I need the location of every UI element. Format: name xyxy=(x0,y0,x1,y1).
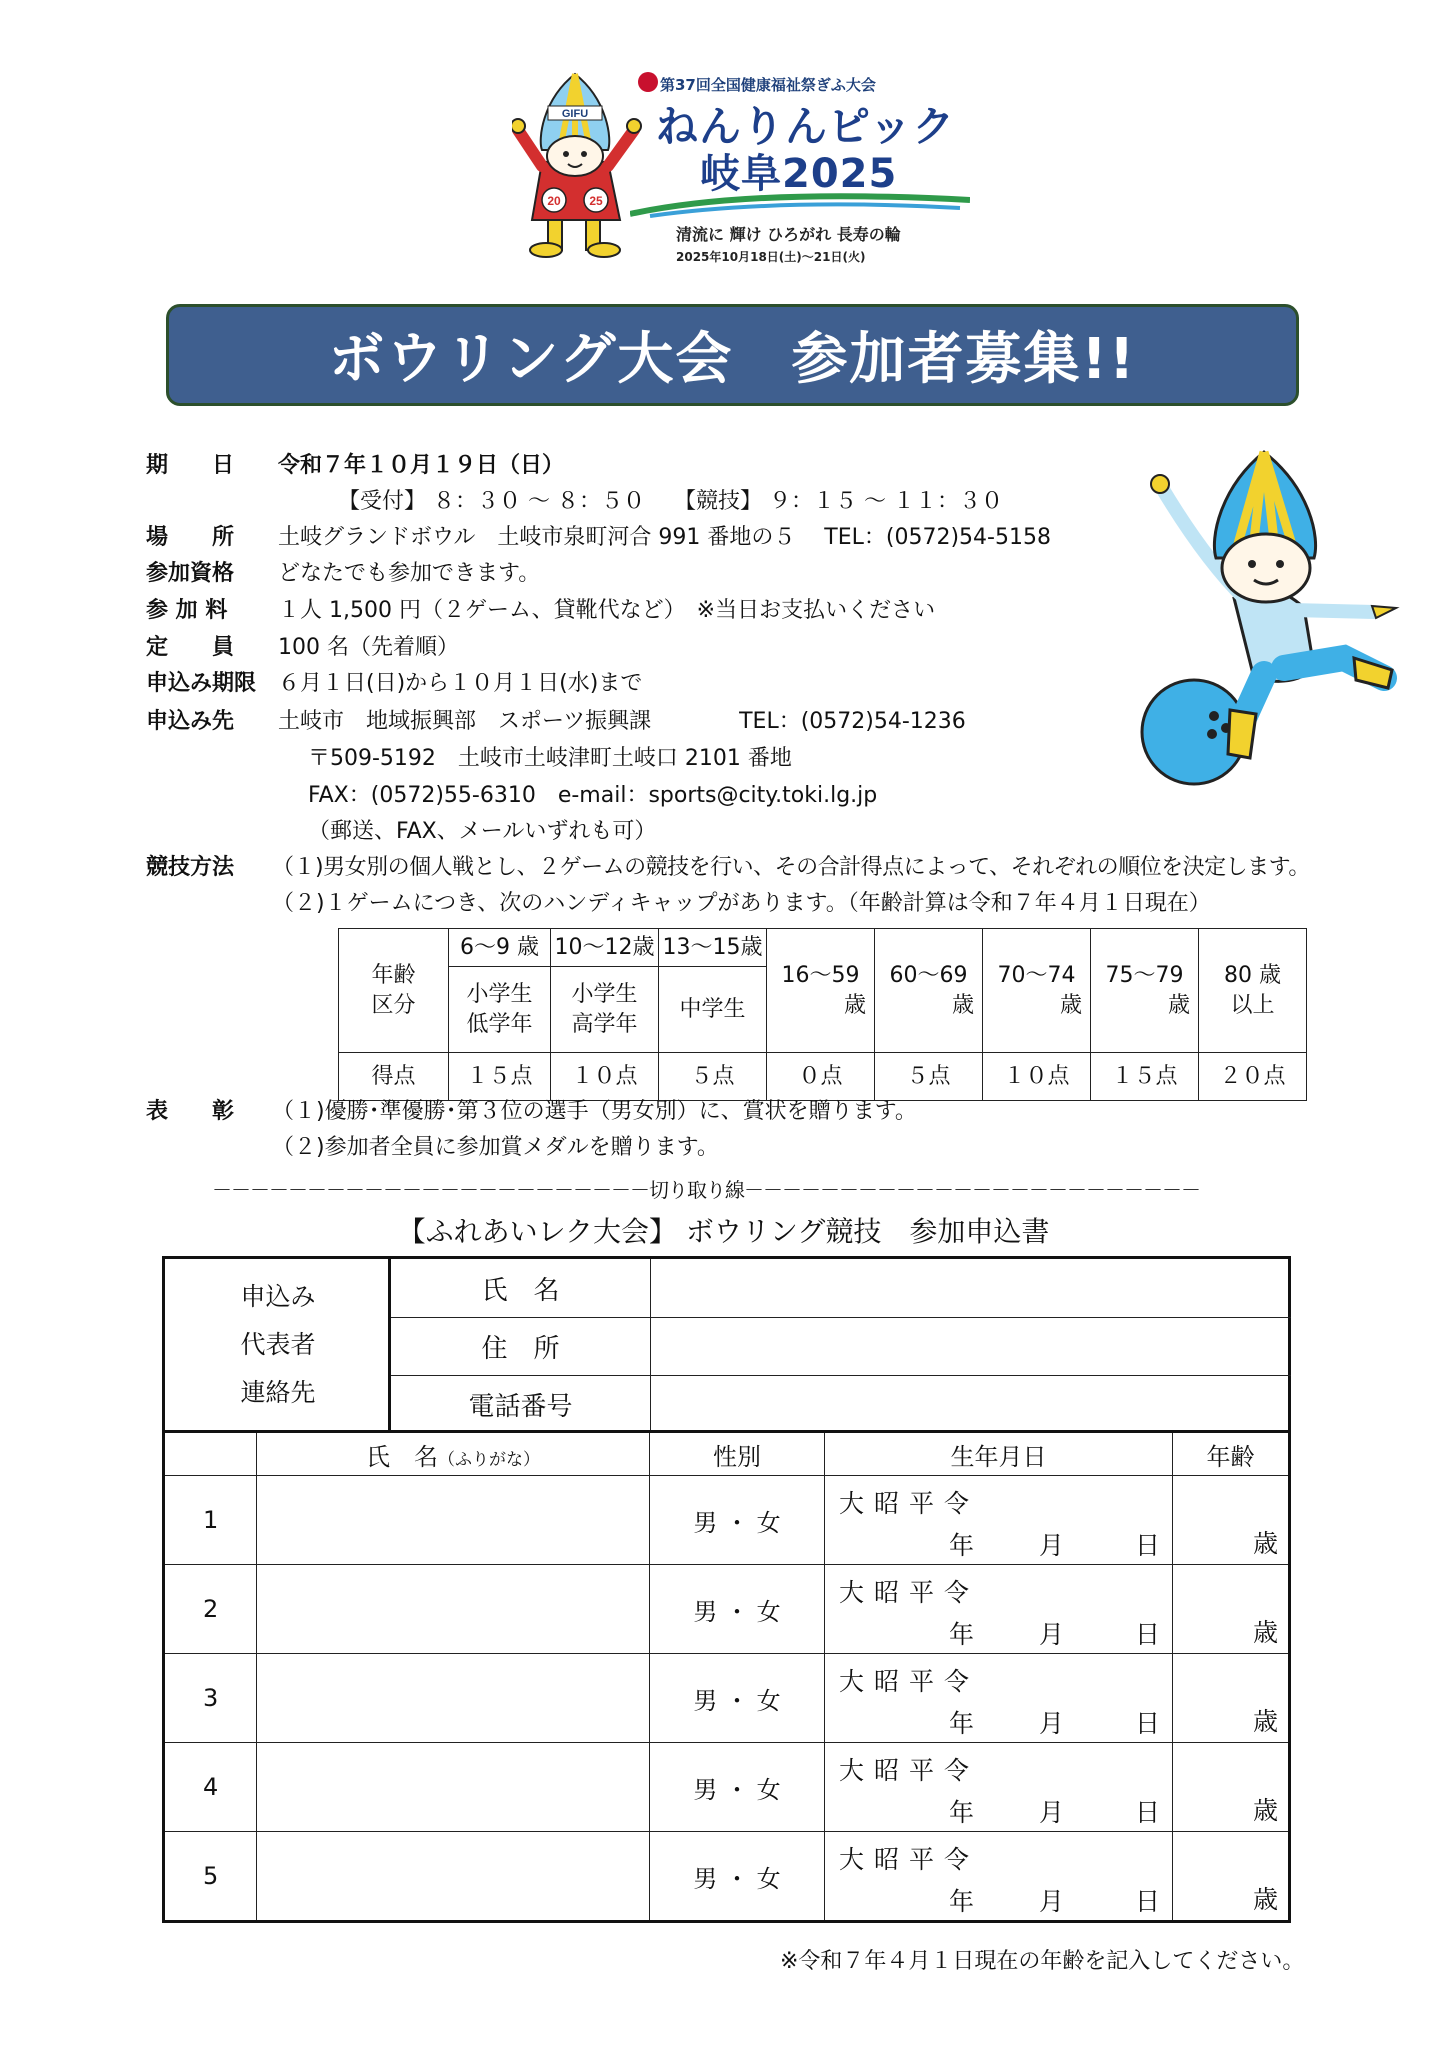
handicap-col-sub: 小学生 低学年 xyxy=(449,967,551,1053)
header-dob: 生年月日 xyxy=(825,1432,1173,1476)
handicap-score: ０点 xyxy=(767,1053,875,1101)
deadline-value: ６月１日(日)から１０月１日(水)まで xyxy=(278,671,643,696)
dob-field[interactable] xyxy=(825,1654,1173,1743)
handicap-age-cell xyxy=(875,929,983,1053)
participant-name-field[interactable] xyxy=(257,1743,650,1832)
row-number: 4 xyxy=(164,1743,257,1832)
representative-label-line: 代表者 xyxy=(240,1330,316,1359)
header-name-text: 氏 名 xyxy=(366,1442,438,1471)
handicap-age-cell xyxy=(1199,929,1307,1053)
participant-name-field[interactable] xyxy=(257,1476,650,1565)
representative-label-line: 申込み xyxy=(240,1282,316,1311)
mascot-logo-text: GIFU xyxy=(561,108,589,120)
participant-name-field[interactable] xyxy=(257,1565,650,1654)
age-unit: 歳 xyxy=(1252,1707,1278,1736)
month-unit: 月 xyxy=(1039,1531,1065,1560)
era-choice: 大昭平令 xyxy=(839,1578,980,1607)
page-title: ボウリング大会 参加者募集!! xyxy=(328,327,1137,392)
sex-choice[interactable]: 男 ・ 女 xyxy=(650,1743,825,1832)
method-rule-1: （１)男女別の個人戦とし、２ゲームの競技を行い、その合計得点によって、それぞれの順位を決定します。 xyxy=(272,855,1310,880)
award-label: 表 彰 xyxy=(146,1099,235,1124)
venue-label: 場 所 xyxy=(146,525,235,550)
month-unit: 月 xyxy=(1039,1620,1065,1649)
month-unit: 月 xyxy=(1039,1798,1065,1827)
year-unit: 年 xyxy=(949,1620,975,1649)
handicap-unit: 歳 xyxy=(843,992,866,1018)
mascot-logo-num2: 25 xyxy=(589,194,603,208)
age-unit: 歳 xyxy=(1252,1796,1278,1825)
day-unit: 日 xyxy=(1135,1798,1161,1827)
event-logo xyxy=(500,62,980,272)
mascot-logo-image xyxy=(512,70,642,260)
handicap-table xyxy=(338,928,1307,1101)
rep-name-label: 氏 名 xyxy=(391,1259,651,1317)
representative-label-cell xyxy=(165,1259,391,1432)
handicap-range: 80 歳 xyxy=(1224,962,1281,988)
handicap-age-header-text: 年齢 区分 xyxy=(371,962,416,1018)
award-rule-2: （２)参加者全員に参加賞メダルを贈ります。 xyxy=(272,1135,719,1160)
apply-contact: 土岐市 地域振興部 スポーツ振興課 TEL：(0572)54-1236 xyxy=(278,709,966,734)
era-choice: 大昭平令 xyxy=(839,1845,980,1874)
cut-line: －－－－－－－－－－－－－－－－－－－－－－－切り取り線－－－－－－－－－－－－－－－－－－－－－－－－ xyxy=(212,1178,1200,1202)
sex-choice[interactable]: 男 ・ 女 xyxy=(650,1832,825,1922)
handicap-age-cell xyxy=(767,929,875,1053)
header-age: 年齢 xyxy=(1173,1432,1290,1476)
rep-phone-label: 電話番号 xyxy=(391,1375,651,1433)
year-unit: 年 xyxy=(949,1798,975,1827)
method-rule-2: （２)１ゲームにつき、次のハンディキャップがあります。（年齢計算は令和７年４月１日現在） xyxy=(272,891,1211,916)
month-unit: 月 xyxy=(1039,1887,1065,1916)
participant-name-field[interactable] xyxy=(257,1832,650,1922)
representative-label-line: 連絡先 xyxy=(240,1378,316,1407)
day-unit: 日 xyxy=(1135,1887,1161,1916)
year-unit: 年 xyxy=(949,1531,975,1560)
handicap-score: １５点 xyxy=(1091,1053,1199,1101)
era-choice: 大昭平令 xyxy=(839,1756,980,1785)
handicap-range: 75～79 xyxy=(1105,962,1184,988)
handicap-score-header: 得点 xyxy=(339,1053,449,1101)
time-value: 【受付】 ８：３０ ～ ８：５０ 【競技】 ９：１５ ～ １１：３０ xyxy=(338,489,1003,514)
handicap-range: 60～69 xyxy=(889,962,968,988)
handicap-range: 70～74 xyxy=(997,962,1076,988)
age-unit: 歳 xyxy=(1252,1885,1278,1914)
handicap-unit: 以上 xyxy=(1230,992,1275,1018)
day-unit: 日 xyxy=(1135,1709,1161,1738)
representative-section xyxy=(162,1256,1291,1432)
apply-label: 申込み先 xyxy=(146,709,235,734)
event-line: 第37回全国健康福祉祭ぎふ大会 xyxy=(660,76,876,94)
title-banner xyxy=(166,304,1299,406)
row-number: 5 xyxy=(164,1832,257,1922)
form-title: 【ふれあいレク大会】 ボウリング競技 参加申込書 xyxy=(397,1215,1050,1248)
brand-name: ねんりんピック xyxy=(656,102,956,151)
header-name xyxy=(257,1432,650,1476)
day-unit: 日 xyxy=(1135,1531,1161,1560)
mascot-logo-num1: 20 xyxy=(547,194,561,208)
header-sex: 性別 xyxy=(650,1432,825,1476)
handicap-unit: 歳 xyxy=(1167,992,1190,1018)
handicap-score: １０点 xyxy=(551,1053,659,1101)
era-choice: 大昭平令 xyxy=(839,1489,980,1518)
handicap-unit: 歳 xyxy=(951,992,974,1018)
sex-choice[interactable]: 男 ・ 女 xyxy=(650,1565,825,1654)
dob-field[interactable] xyxy=(825,1743,1173,1832)
river-swoosh-icon xyxy=(630,188,970,218)
rep-address-row[interactable] xyxy=(391,1317,1291,1375)
capacity-value: 100 名（先着順） xyxy=(278,635,459,660)
age-unit: 歳 xyxy=(1252,1529,1278,1558)
participant-name-field[interactable] xyxy=(257,1654,650,1743)
handicap-age-cell xyxy=(983,929,1091,1053)
age-unit: 歳 xyxy=(1252,1618,1278,1647)
sex-choice[interactable]: 男 ・ 女 xyxy=(650,1654,825,1743)
capacity-label: 定 員 xyxy=(146,635,235,660)
handicap-score: ５点 xyxy=(659,1053,767,1101)
handicap-range: 16～59 xyxy=(781,962,860,988)
deadline-label: 申込み期限 xyxy=(146,671,257,696)
apply-methods: （郵送、FAX、メールいずれも可） xyxy=(308,819,657,844)
rep-address-label: 住 所 xyxy=(391,1317,651,1375)
year-unit: 年 xyxy=(949,1887,975,1916)
handicap-score: ５点 xyxy=(875,1053,983,1101)
dob-field[interactable] xyxy=(825,1832,1173,1922)
method-label: 競技方法 xyxy=(146,855,235,880)
handicap-col-sub: 中学生 xyxy=(659,967,767,1053)
handicap-score: １０点 xyxy=(983,1053,1091,1101)
age-field[interactable] xyxy=(1173,1654,1290,1743)
dob-field[interactable] xyxy=(825,1565,1173,1654)
fee-label: 参 加 料 xyxy=(146,598,228,623)
day-unit: 日 xyxy=(1135,1620,1161,1649)
sex-choice[interactable]: 男 ・ 女 xyxy=(650,1476,825,1565)
header-number xyxy=(164,1432,257,1476)
row-number: 3 xyxy=(164,1654,257,1743)
rep-name-row[interactable] xyxy=(391,1259,1291,1317)
row-number: 2 xyxy=(164,1565,257,1654)
eligibility-label: 参加資格 xyxy=(146,561,235,586)
handicap-score: １５点 xyxy=(449,1053,551,1101)
header-name-note: （ふりがな） xyxy=(438,1449,540,1470)
venue-value: 土岐グランドボウル 土岐市泉町河合 991 番地の５ TEL：(0572)54-5158 xyxy=(278,525,1051,550)
handicap-col-top: 13～15歳 xyxy=(659,929,767,967)
participants-table xyxy=(162,1430,1291,1923)
bowling-mascot-image xyxy=(1124,448,1404,788)
handicap-col-sub: 小学生 高学年 xyxy=(551,967,659,1053)
row-number: 1 xyxy=(164,1476,257,1565)
date-value: 令和７年１０月１９日（日） xyxy=(278,453,565,478)
age-field[interactable] xyxy=(1173,1476,1290,1565)
brand-year: 岐阜2025 xyxy=(700,151,898,197)
date-label: 期 日 xyxy=(146,453,235,478)
handicap-col-top: 10～12歳 xyxy=(551,929,659,967)
handicap-unit: 歳 xyxy=(1059,992,1082,1018)
apply-address: 〒509-5192 土岐市土岐津町土岐口 2101 番地 xyxy=(308,746,792,771)
eligibility-value: どなたでも参加できます。 xyxy=(278,561,541,586)
handicap-age-cell xyxy=(1091,929,1199,1053)
year-unit: 年 xyxy=(949,1709,975,1738)
fee-value: １人 1,500 円（２ゲーム、貸靴代など） ※当日お支払いください xyxy=(278,598,936,623)
event-dates: 2025年10月18日(土)～21日(火) xyxy=(676,250,866,264)
era-choice: 大昭平令 xyxy=(839,1667,980,1696)
handicap-score: ２０点 xyxy=(1199,1053,1307,1101)
award-rule-1: （１)優勝･準優勝･第３位の選手（男女別）に、賞状を贈ります。 xyxy=(272,1099,917,1124)
handicap-col-top: 6～9 歳 xyxy=(449,929,551,967)
event-mark-icon xyxy=(638,72,658,92)
slogan: 清流に 輝け ひろがれ 長寿の輪 xyxy=(676,225,901,244)
rep-phone-row[interactable] xyxy=(391,1375,1291,1433)
age-field[interactable] xyxy=(1173,1743,1290,1832)
handicap-age-header xyxy=(339,929,449,1053)
age-field[interactable] xyxy=(1173,1832,1290,1922)
age-field[interactable] xyxy=(1173,1565,1290,1654)
month-unit: 月 xyxy=(1039,1709,1065,1738)
footnote: ※令和７年４月１日現在の年齢を記入してください。 xyxy=(780,1949,1305,1974)
dob-field[interactable] xyxy=(825,1476,1173,1565)
apply-fax-email: FAX：(0572)55-6310 e-mail：sports@city.toki.lg.jp xyxy=(308,783,878,808)
